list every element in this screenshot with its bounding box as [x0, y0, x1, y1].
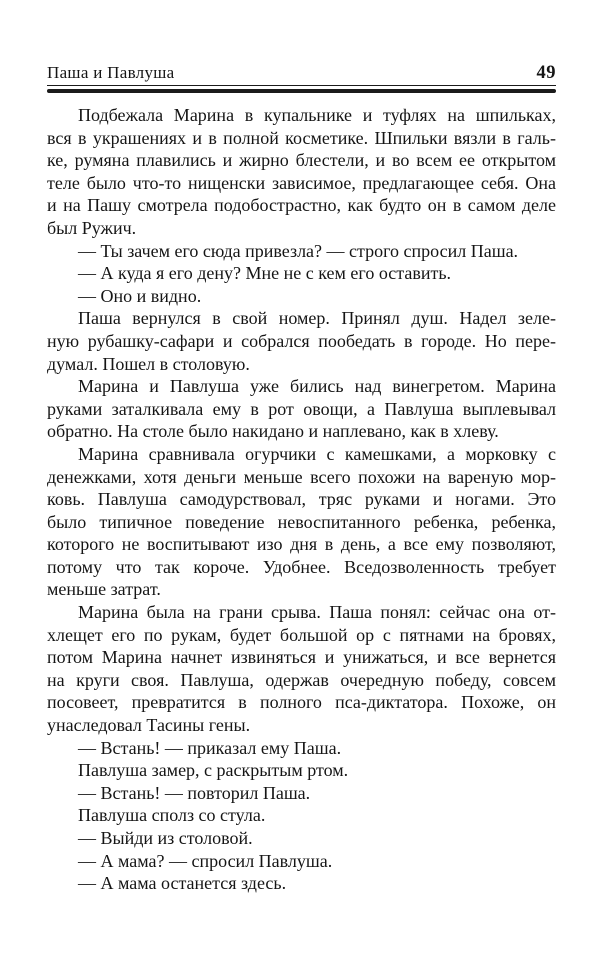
text-line: посовеет, превратится в полного пса-диктатора. Похоже, он — [47, 692, 556, 713]
text-line: теле было что-то нищенски зависимое, предлагающее себя. Она — [47, 172, 556, 193]
text-line: унаследовал Тасины гены. — [47, 715, 251, 736]
text-line: потому что так короче. Удобнее. Вседозволенность требует — [47, 556, 556, 577]
page-header — [47, 63, 556, 86]
text-line: Павлуша сполз со стула. — [78, 805, 266, 826]
text-line: — Встань! — приказал ему Паша. — [78, 737, 342, 758]
text-line: денежками, хотя деньги меньше всего похожи на вареную мор- — [47, 466, 556, 487]
text-line: — Выйди из столовой. — [78, 828, 253, 848]
text-line: — А куда я его дену? Мне не с кем его оставить. — [78, 263, 452, 284]
text-line: ковь. Павлуша самодурствовал, тряс руками и ногами. Это — [47, 489, 556, 510]
text-line: руками заталкивала ему в рот овощи, а Павлуша выплевывал — [47, 398, 556, 419]
text-line: думал. Пошел в столовую. — [47, 353, 250, 374]
text-line: на круги своя. Павлуша, одержав очередную победу, совсем — [47, 669, 556, 690]
text-line: Павлуша замер, с раскрытым ртом. — [78, 760, 349, 781]
text-line: Марина сравнивала огурчики с камешками, а морковку с — [78, 443, 556, 464]
text-line: потом Марина начнет извиняться и унижаться, и все вернется — [47, 647, 556, 668]
text-line: хлещет его по рукам, будет большой ор с пятнами на бровях, — [47, 624, 556, 645]
text-line: Паша вернулся в свой номер. Принял душ. Надел зеле- — [78, 308, 556, 329]
page-body — [47, 104, 556, 895]
running-title: Паша и Павлуша — [47, 63, 175, 82]
text-line: — А мама останется здесь. — [78, 873, 287, 894]
text-line: — Встань! — повторил Паша. — [78, 782, 311, 803]
text-line: — Ты зачем его сюда привезла? — строго спросил Паша. — [78, 240, 519, 261]
text-line: которого не воспитывают изо дня в день, а все ему позволяют, — [47, 534, 556, 555]
text-line: было типичное поведение невоспитанного ребенка, ребенка, — [47, 511, 556, 532]
text-line: ке, румяна плавились и жирно блестели, и во всем ее открытом — [47, 150, 556, 171]
text-line: Подбежала Марина в купальнике и туфлях на шпильках, — [78, 105, 556, 125]
page-number: 49 — [536, 63, 556, 83]
text-line: Марина была на грани срыва. Паша понял: сейчас она от- — [78, 602, 556, 623]
text-line: вся в украшениях и в полной косметике. Шпильки вязли в галь- — [47, 127, 556, 148]
text-line: — А мама? — спросил Павлуша. — [78, 850, 333, 871]
text-line: Марина и Павлуша уже бились над винегретом. Марина — [78, 376, 556, 397]
text-line: ную рубашку-сафари и собрался пообедать в городе. Но пере- — [47, 330, 556, 351]
text-line: был Ружич. — [47, 217, 137, 238]
text-line: обратно. На столе было накидано и наплевано, как в хлеву. — [47, 421, 499, 442]
text-line: и на Пашу смотрела подобострастно, как будто он в самом деле — [47, 195, 556, 216]
text-line: меньше затрат. — [47, 579, 161, 600]
text-line: — Оно и видно. — [78, 285, 202, 306]
header-rule — [47, 89, 556, 93]
